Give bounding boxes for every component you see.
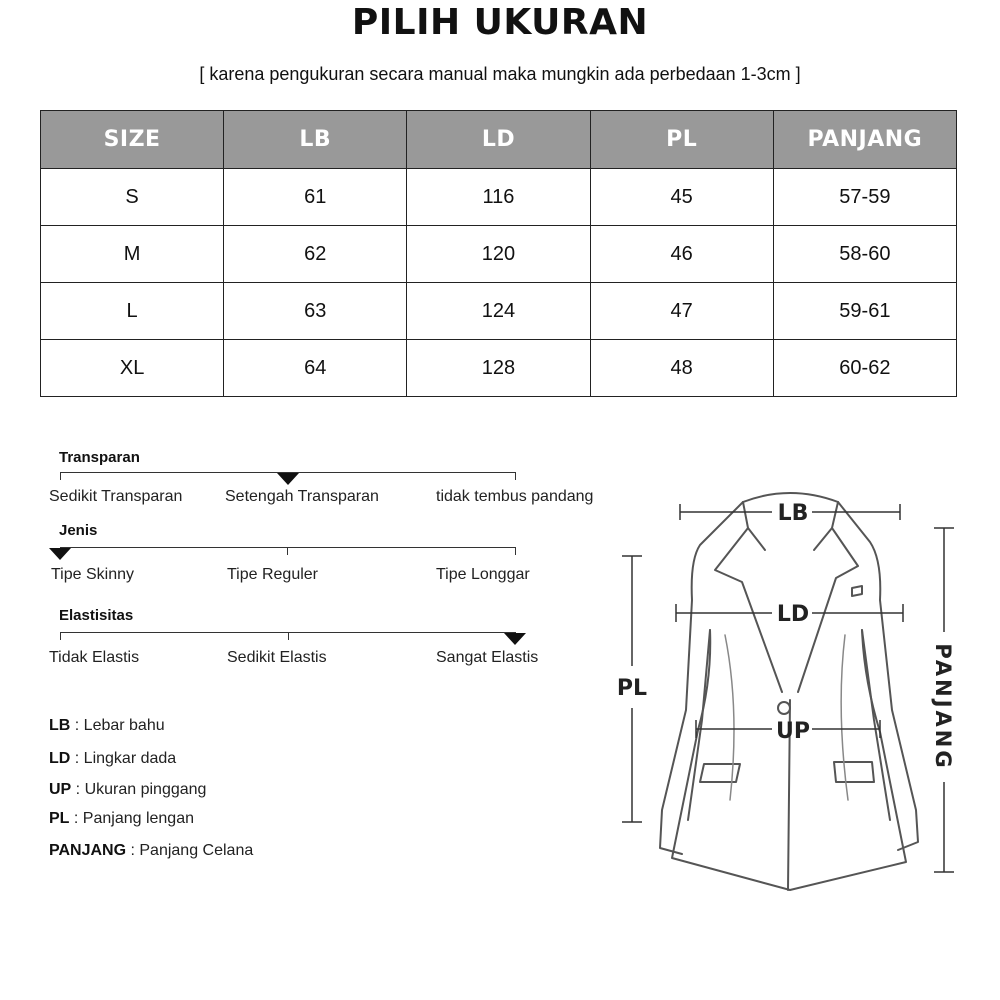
table-row bbox=[41, 340, 957, 397]
scale-option: Setengah Transparan bbox=[225, 488, 379, 505]
blazer-outline bbox=[660, 493, 918, 890]
table-cell: 57-59 bbox=[773, 169, 956, 226]
legend-abbr: PL bbox=[49, 810, 70, 827]
table-row bbox=[41, 226, 957, 283]
table-cell: 59-61 bbox=[773, 283, 956, 340]
label-up: UP bbox=[776, 719, 810, 744]
legend-item bbox=[49, 810, 194, 828]
column-header: PANJANG bbox=[773, 111, 956, 169]
table-header-row bbox=[41, 111, 957, 169]
scale-option: Tipe Reguler bbox=[227, 566, 319, 583]
scale-title: Jenis bbox=[59, 522, 98, 539]
scale-line bbox=[60, 547, 516, 548]
table-cell: 47 bbox=[590, 283, 773, 340]
column-header: LB bbox=[224, 111, 407, 169]
column-header: PL bbox=[590, 111, 773, 169]
table-cell: S bbox=[41, 169, 224, 226]
table-cell: XL bbox=[41, 340, 224, 397]
table-row bbox=[41, 169, 957, 226]
table-cell: 61 bbox=[224, 169, 407, 226]
legend-desc: : Lebar bahu bbox=[70, 717, 165, 734]
table-cell: 116 bbox=[407, 169, 590, 226]
table-cell: L bbox=[41, 283, 224, 340]
label-pl: PL bbox=[616, 676, 648, 701]
legend-item bbox=[49, 781, 206, 799]
table-cell: M bbox=[41, 226, 224, 283]
scale-title: Transparan bbox=[59, 449, 140, 466]
label-ld: LD bbox=[776, 602, 810, 627]
table-cell: 62 bbox=[224, 226, 407, 283]
label-lb: LB bbox=[777, 501, 809, 526]
scale-option: Tidak Elastis bbox=[49, 649, 140, 666]
legend-item bbox=[49, 842, 253, 860]
button-icon bbox=[778, 702, 790, 714]
scale-title: Elastisitas bbox=[59, 607, 134, 624]
column-header: LD bbox=[407, 111, 590, 169]
legend-item bbox=[49, 717, 165, 735]
measurement-labels bbox=[617, 501, 955, 771]
label-panjang: PANJANG bbox=[931, 643, 955, 771]
legend-abbr: LB bbox=[49, 717, 71, 734]
legend-item bbox=[49, 750, 176, 768]
legend-desc: : Panjang Celana bbox=[126, 842, 254, 859]
page-title: PILIH UKURAN bbox=[351, 2, 649, 43]
legend-abbr: PANJANG bbox=[49, 842, 127, 859]
size-table bbox=[40, 110, 957, 397]
table-cell: 60-62 bbox=[773, 340, 956, 397]
table-cell: 120 bbox=[407, 226, 590, 283]
scale-tick bbox=[60, 472, 61, 480]
selected-marker-icon bbox=[277, 473, 299, 485]
legend-abbr: UP bbox=[49, 781, 72, 798]
table-cell: 45 bbox=[590, 169, 773, 226]
legend-desc: : Ukuran pinggang bbox=[71, 781, 207, 798]
table-cell: 48 bbox=[590, 340, 773, 397]
legend-desc: : Panjang lengan bbox=[69, 810, 194, 827]
scale-option: Tipe Skinny bbox=[51, 566, 134, 583]
page-subtitle: [ karena pengukuran secara manual maka mungkin ada perbedaan 1-3cm ] bbox=[199, 64, 801, 84]
scale-option: Sedikit Transparan bbox=[49, 488, 183, 505]
selected-marker-icon bbox=[49, 548, 71, 560]
scale-option: Sedikit Elastis bbox=[227, 649, 327, 666]
scale-tick bbox=[515, 472, 516, 480]
table-cell: 46 bbox=[590, 226, 773, 283]
scale-tick bbox=[60, 632, 61, 640]
scale-option: Sangat Elastis bbox=[436, 649, 539, 666]
scale-tick bbox=[515, 547, 516, 555]
scale-tick bbox=[288, 632, 289, 640]
scale-option: Tipe Longgar bbox=[436, 566, 530, 583]
legend-desc: : Lingkar dada bbox=[70, 750, 177, 767]
table-cell: 58-60 bbox=[773, 226, 956, 283]
column-header: SIZE bbox=[41, 111, 224, 169]
table-cell: 63 bbox=[224, 283, 407, 340]
table-row bbox=[41, 283, 957, 340]
legend-abbr: LD bbox=[49, 750, 71, 767]
blazer-diagram-icon bbox=[600, 470, 980, 910]
scale-tick bbox=[287, 547, 288, 555]
table-cell: 128 bbox=[407, 340, 590, 397]
scale-option: tidak tembus pandang bbox=[436, 488, 594, 505]
table-cell: 64 bbox=[224, 340, 407, 397]
table-cell: 124 bbox=[407, 283, 590, 340]
selected-marker-icon bbox=[504, 633, 526, 645]
